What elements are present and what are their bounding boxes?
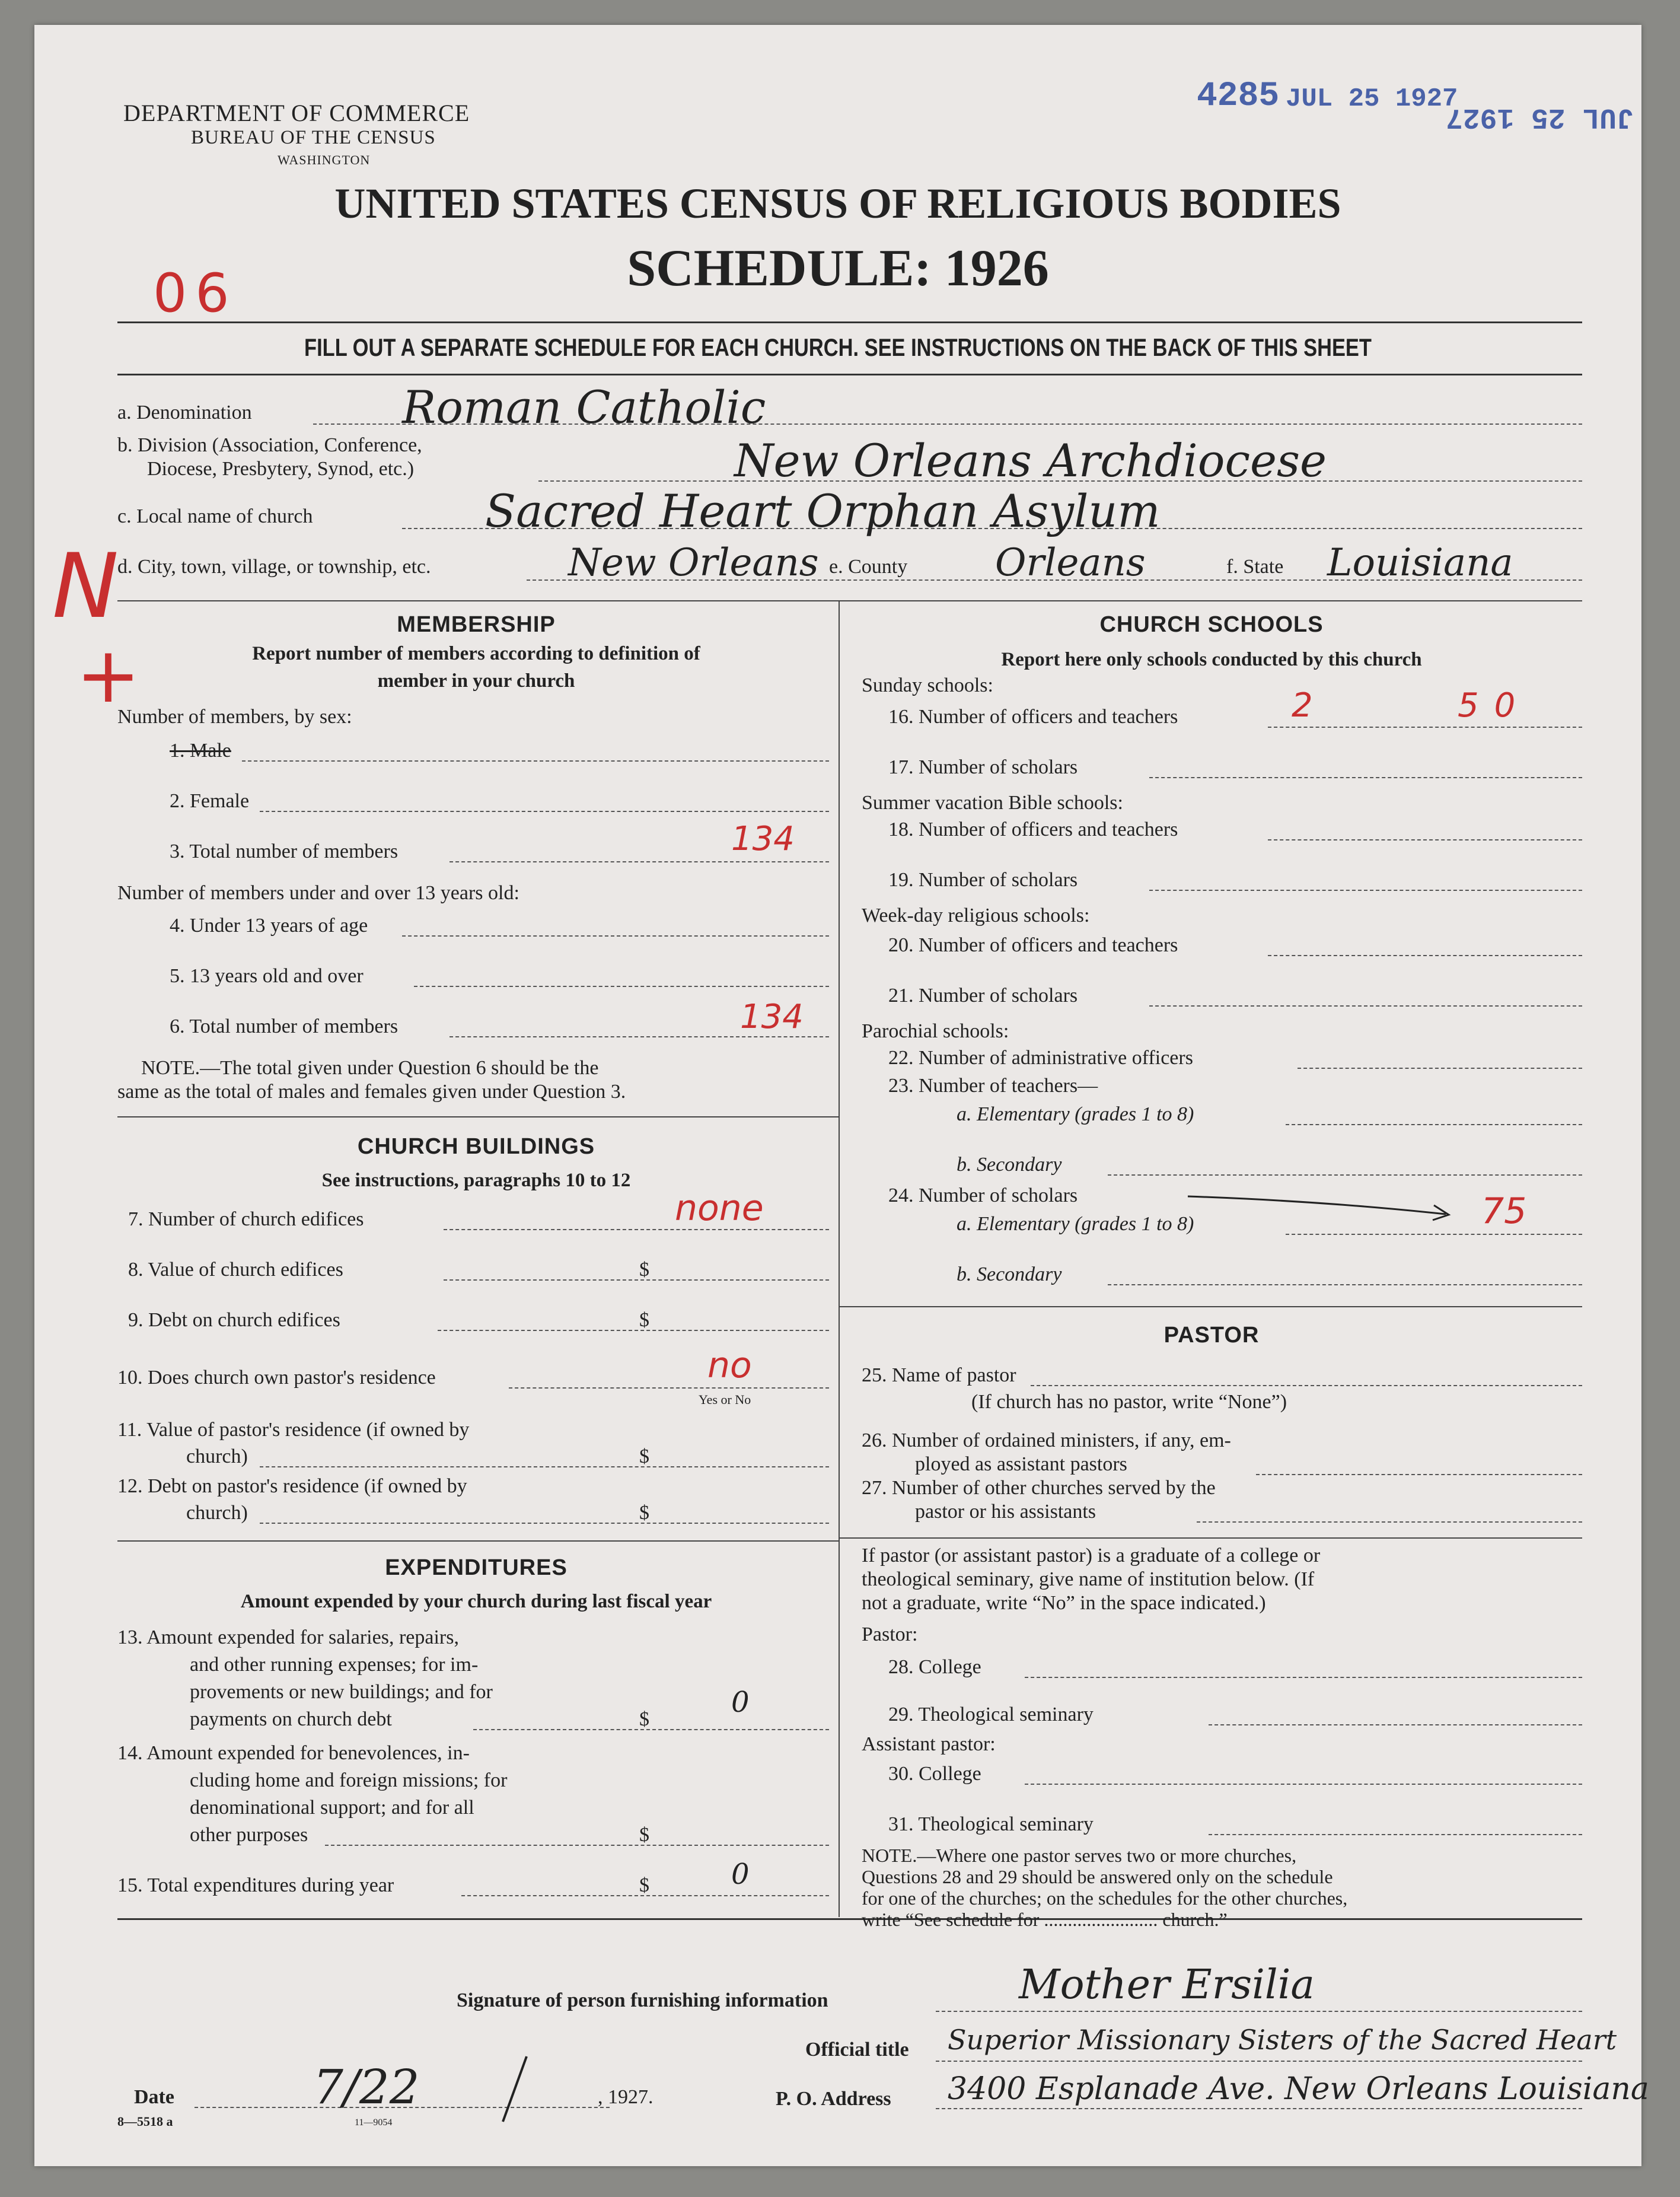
pastor-note-1: NOTE.—Where one pastor serves two or more churches,: [862, 1845, 1297, 1866]
q26-line: [1256, 1474, 1582, 1475]
q17-label: 17. Number of scholars: [888, 756, 1078, 778]
print-number: 11—9054: [355, 2118, 393, 2128]
q21-label: 21. Number of scholars: [888, 985, 1078, 1007]
q9-dollar: $: [639, 1309, 649, 1331]
q6-value: 134: [740, 998, 804, 1036]
q31-line: [1209, 1834, 1582, 1835]
local-name-label: c. Local name of church: [117, 505, 313, 527]
q14-label-4: other purposes: [190, 1824, 308, 1846]
pastor-note-2: Questions 28 and 29 should be answered only on the schedule: [862, 1866, 1333, 1887]
q28-line: [1025, 1677, 1582, 1678]
q26-label-2: ployed as assistant pastors: [915, 1453, 1127, 1475]
q19-line: [1149, 890, 1582, 891]
q21-line: [1149, 1005, 1582, 1007]
q24-label: 24. Number of scholars: [888, 1185, 1078, 1206]
form-number: 8—5518 a: [117, 2114, 173, 2129]
q17-line: [1149, 777, 1582, 778]
q30-label: 30. College: [888, 1763, 981, 1785]
under-over-label: Number of members under and over 13 years old:: [117, 882, 519, 904]
q20-label: 20. Number of officers and teachers: [888, 934, 1178, 956]
q14-line: [325, 1845, 829, 1846]
receipt-date-stamp-inverted: JUL 25 1927: [1446, 101, 1634, 133]
q6-line: [450, 1036, 829, 1037]
schools-sub: Report here only schools conducted by this church: [1001, 649, 1422, 670]
po-address-label: P. O. Address: [776, 2088, 891, 2110]
q23b-line: [1108, 1174, 1582, 1176]
local-name-value: Sacred Heart Orphan Asylum: [485, 485, 1161, 537]
graduate-instr-3: not a graduate, write “No” in the space indicated.): [862, 1592, 1266, 1614]
q12-label-1: 12. Debt on pastor's residence (if owned by: [117, 1475, 467, 1497]
q8-line: [444, 1279, 829, 1281]
official-title-value: Superior Missionary Sisters of the Sacred Heart: [948, 2024, 1617, 2056]
q14-dollar: $: [639, 1824, 649, 1846]
membership-heading: MEMBERSHIP: [397, 612, 556, 637]
column-divider: [839, 600, 840, 1917]
signature-line: [936, 2011, 1582, 2012]
q12-label-2: church): [186, 1502, 248, 1524]
q16-label: 16. Number of officers and teachers: [888, 706, 1178, 728]
county-label: e. County: [829, 556, 908, 578]
division-label-1: b. Division (Association, Conference,: [117, 434, 422, 456]
county-value: Orleans: [995, 541, 1146, 585]
graduate-instr-1: If pastor (or assistant pastor) is a graduate of a college or: [862, 1545, 1321, 1566]
q23-label: 23. Number of teachers—: [888, 1075, 1098, 1097]
q23b-label: b. Secondary: [957, 1154, 1062, 1176]
membership-intro-2: member in your church: [377, 670, 575, 692]
parochial-schools-label: Parochial schools:: [862, 1020, 1009, 1042]
date-value: 7/22: [313, 2059, 420, 2115]
members-by-sex-label: Number of members, by sex:: [117, 706, 352, 728]
q22-line: [1298, 1068, 1582, 1069]
receipt-number-stamp: 4285: [1197, 77, 1280, 116]
q29-line: [1209, 1724, 1582, 1725]
schools-heading: CHURCH SCHOOLS: [1099, 612, 1324, 637]
q14-label-3: denominational support; and for all: [190, 1797, 474, 1819]
assistant-pastor-label: Assistant pastor:: [862, 1733, 996, 1755]
q9-label: 9. Debt on church edifices: [128, 1309, 340, 1331]
red-code-mark: 06: [153, 262, 238, 324]
expenditures-heading: EXPENDITURES: [385, 1555, 568, 1580]
header-rule-top: [117, 321, 1582, 323]
q25-note: (If church has no pastor, write “None”): [971, 1391, 1287, 1413]
po-address-line: [936, 2108, 1582, 2109]
q16-value: 2: [1292, 686, 1313, 725]
city-value: New Orleans: [568, 541, 819, 585]
q13-label-3: provements or new buildings; and for: [190, 1681, 493, 1703]
city-county-state-line: [527, 580, 1582, 581]
q18-label: 18. Number of officers and teachers: [888, 819, 1178, 840]
q8-dollar: $: [639, 1259, 649, 1281]
date-year: , 1927.: [598, 2086, 653, 2108]
q2-female-label: 2. Female: [170, 790, 250, 812]
q13-value: 0: [731, 1686, 750, 1719]
q11-line: [260, 1466, 829, 1467]
date-slash-mark: [497, 2053, 533, 2125]
q19-label: 19. Number of scholars: [888, 869, 1078, 891]
buildings-rule: [117, 1540, 839, 1542]
red-check-mark: N: [52, 535, 119, 638]
q4-label: 4. Under 13 years of age: [170, 915, 368, 937]
bureau-heading: BUREAU OF THE CENSUS: [191, 127, 436, 148]
buildings-heading: CHURCH BUILDINGS: [357, 1134, 595, 1159]
q11-label-1: 11. Value of pastor's residence (if owned by: [117, 1419, 470, 1441]
city-label: d. City, town, village, or township, etc.: [117, 556, 431, 578]
q16-line: [1268, 727, 1582, 728]
membership-note-2: same as the total of males and females given under Question 3.: [117, 1081, 626, 1103]
official-title-label: Official title: [805, 2039, 909, 2061]
bottom-rule: [117, 1918, 1582, 1920]
q3-line: [450, 861, 829, 862]
header-rule-bottom: [117, 374, 1582, 375]
official-title-line: [936, 2061, 1582, 2062]
q27-label-2: pastor or his assistants: [915, 1501, 1096, 1523]
q3-total-label: 3. Total number of members: [170, 840, 399, 862]
membership-intro-1: Report number of members according to definition of: [252, 643, 700, 664]
pastor-label: Pastor:: [862, 1623, 918, 1645]
sunday-schools-label: Sunday schools:: [862, 674, 993, 696]
q13-line: [473, 1729, 829, 1730]
q13-label-4: payments on church debt: [190, 1708, 392, 1730]
q24b-label: b. Secondary: [957, 1263, 1062, 1285]
q1-line: [242, 760, 829, 762]
q7-line: [444, 1229, 829, 1230]
department-heading: DEPARTMENT OF COMMERCE: [123, 100, 470, 126]
q14-label-1: 14. Amount expended for benevolences, in-: [117, 1742, 470, 1764]
census-schedule-sheet: [34, 25, 1649, 2166]
q28-label: 28. College: [888, 1656, 981, 1678]
q7-label: 7. Number of church edifices: [128, 1208, 364, 1230]
city-heading: WASHINGTON: [278, 152, 371, 167]
q11-dollar: $: [639, 1445, 649, 1467]
q31-label: 31. Theological seminary: [888, 1813, 1094, 1835]
expenditures-sub: Amount expended by your church during last fiscal year: [240, 1591, 712, 1612]
q27-label-1: 27. Number of other churches served by the: [862, 1477, 1216, 1499]
q9-line: [438, 1330, 829, 1331]
identity-rule: [117, 600, 1582, 601]
state-value: Louisiana: [1327, 541, 1513, 585]
q26-label-1: 26. Number of ordained ministers, if any, em-: [862, 1429, 1231, 1451]
q5-label: 5. 13 years old and over: [170, 965, 364, 987]
q24a-label: a. Elementary (grades 1 to 8): [957, 1213, 1194, 1235]
graduate-instr-2: theological seminary, give name of institution below. (If: [862, 1568, 1315, 1590]
q23a-label: a. Elementary (grades 1 to 8): [957, 1103, 1194, 1125]
state-label: f. State: [1226, 556, 1284, 578]
q2-line: [260, 811, 829, 812]
pastor-note-3: for one of the churches; on the schedules for the other churches,: [862, 1887, 1348, 1909]
receipt-date-stamp: JUL 25 1927: [1286, 84, 1458, 114]
q24b-line: [1108, 1284, 1582, 1285]
membership-rule: [117, 1116, 839, 1117]
pastor-note-4: write “See schedule for ........................ church.”: [862, 1909, 1228, 1930]
q24a-value: 75: [1481, 1190, 1527, 1232]
po-address-value: 3400 Esplanade Ave. New Orleans Louisiana: [948, 2071, 1649, 2107]
q15-label: 15. Total expenditures during year: [117, 1874, 394, 1896]
q18-line: [1268, 839, 1582, 840]
q11-label-2: church): [186, 1445, 248, 1467]
q15-line: [461, 1895, 829, 1896]
q14-label-2: cluding home and foreign missions; for: [190, 1769, 508, 1791]
q10-label: 10. Does church own pastor's residence: [117, 1367, 436, 1389]
signature-value: Mother Ersilia: [1019, 1962, 1315, 2008]
weekday-schools-label: Week-day religious schools:: [862, 905, 1090, 926]
q4-line: [402, 935, 829, 937]
q24a-line: [1286, 1234, 1582, 1235]
q12-line: [260, 1523, 829, 1524]
q25-label: 25. Name of pastor: [862, 1364, 1016, 1386]
q8-label: 8. Value of church edifices: [128, 1259, 343, 1281]
red-plus-mark: +: [76, 630, 141, 720]
fill-out-instruction: FILL OUT A SEPARATE SCHEDULE FOR EACH CHURCH. SEE INSTRUCTIONS ON THE BACK OF THIS SHEET: [304, 333, 1372, 361]
q3-value: 134: [731, 820, 795, 858]
q15-dollar: $: [639, 1874, 649, 1896]
q10-value: no: [707, 1345, 752, 1386]
denomination-value: Roman Catholic: [402, 381, 766, 434]
q25-line: [1031, 1385, 1582, 1386]
q5-line: [414, 986, 829, 987]
division-value: New Orleans Archdiocese: [734, 434, 1327, 487]
q20-line: [1268, 955, 1582, 956]
q12-dollar: $: [639, 1502, 649, 1524]
q13-label-1: 13. Amount expended for salaries, repairs,: [117, 1626, 459, 1648]
membership-note-1: NOTE.—The total given under Question 6 should be the: [141, 1057, 599, 1079]
q7-value: none: [675, 1187, 764, 1229]
summer-schools-label: Summer vacation Bible schools:: [862, 792, 1123, 814]
date-label: Date: [134, 2086, 174, 2108]
pastor-rule: [839, 1537, 1582, 1539]
denomination-label: a. Denomination: [117, 402, 252, 424]
q13-dollar: $: [639, 1708, 649, 1730]
schedule-title: SCHEDULE: 1926: [627, 240, 1049, 297]
schools-rule: [839, 1306, 1582, 1307]
q24-arrow-icon: [1185, 1187, 1458, 1223]
buildings-sub: See instructions, paragraphs 10 to 12: [321, 1170, 631, 1191]
q27-line: [1197, 1521, 1582, 1523]
q22-label: 22. Number of administrative officers: [888, 1047, 1193, 1069]
signature-label: Signature of person furnishing information: [457, 1989, 828, 2011]
q30-line: [1025, 1784, 1582, 1785]
q1-male-label: 1. Male: [170, 740, 231, 762]
form-title: UNITED STATES CENSUS OF RELIGIOUS BODIES: [334, 180, 1341, 227]
q6-label: 6. Total number of members: [170, 1015, 399, 1037]
yes-no-caption: Yes or No: [699, 1392, 751, 1407]
pastor-heading: PASTOR: [1163, 1323, 1260, 1348]
q13-label-2: and other running expenses; for im-: [190, 1654, 479, 1676]
q15-value: 0: [731, 1858, 750, 1891]
division-label-2: Diocese, Presbytery, Synod, etc.): [147, 458, 415, 480]
q16-value-2: 50: [1458, 686, 1531, 725]
q23a-line: [1286, 1124, 1582, 1125]
q29-label: 29. Theological seminary: [888, 1704, 1094, 1725]
q10-line: [509, 1387, 829, 1389]
